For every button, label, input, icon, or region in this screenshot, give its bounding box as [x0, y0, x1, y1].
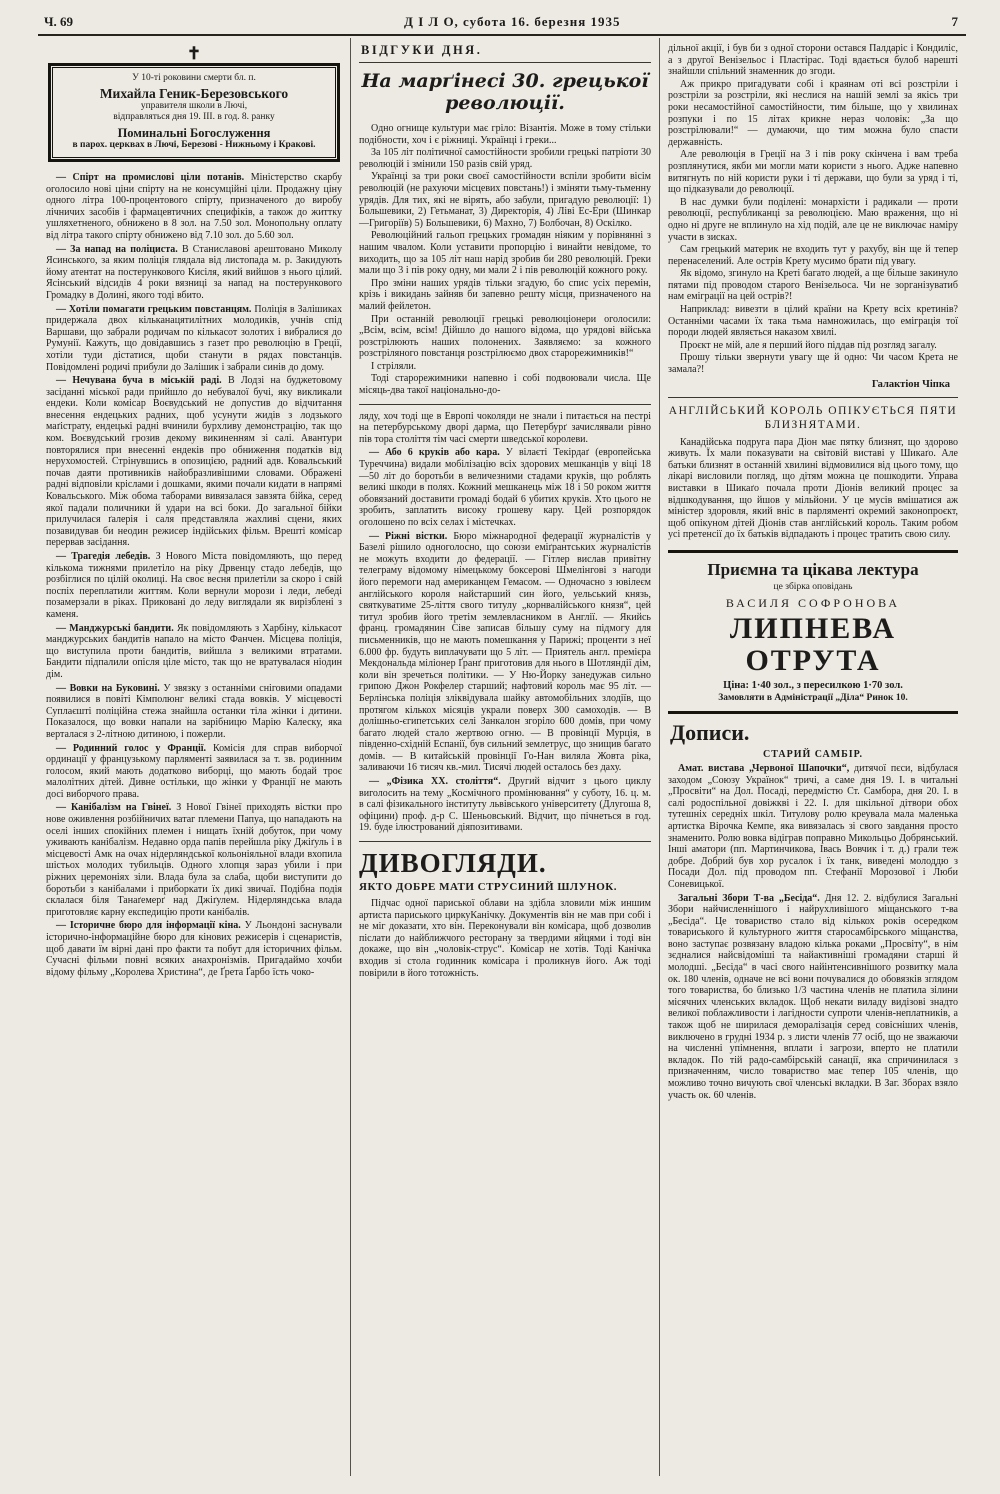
obituary-box	[48, 63, 340, 162]
ad-order-info: Замовляти в Адміністрації „Діла“ Ринок 10.	[718, 692, 908, 703]
news-item-text: У звязку з останніми сніговими опадами появилися в повіті Кімполюнг великі стада вовків. У місцевості Суплаєшті поліційна стежа знайшла останки тіла жінки і дитини. Показалося, що вовки напали на зарібницю Марію Калеску, яка верталася з 2-літною дитиною, і пожерли.	[46, 682, 343, 740]
article-headline-king: АНГЛІЙСЬКИЙ КОРОЛЬ ОПІКУЄТЬСЯ ПЯТИ БЛИЗНЯТАМИ.	[668, 404, 958, 431]
section-header-dyvohliady: ДИВОГЛЯДИ.	[359, 848, 547, 879]
news-item-lead: — Родинний голос у Франції.	[56, 742, 207, 754]
news-item-lead: — Ріжні вістки.	[369, 530, 448, 542]
feuilleton-continuation-paragraph: дільної акції, і був би з одної сторони остався Палдаріс і Кондиліс, а з другої Венізельос і Пластірас. Тоді вдається булоб нарешті знайшли спільний знаменник до згоди.	[668, 43, 958, 78]
dyvohliady-text: Підчас одної париської облави на здібла зловили між иншим артиста париського циркуКанічку. Документів він не мав при собі і не міг доказати, хто він. Переконували він комісара, щоб дозволив післати до найближчого ресторану за твердими яйцями і тоді він докаже, що він „чоловік-струс“. Комісар не хотів. Тоді Канічка входив зі стола годинник комісара і проликнув його. Аж тоді повірили в його тотожність.	[359, 898, 651, 979]
section-header-dopysy: Дописи.	[670, 719, 750, 745]
news-item	[46, 551, 342, 621]
dopysy-item	[668, 893, 958, 1102]
news-item-text: У Льондоні заснували історично-інформаційне бюро для кінових режисерів і сценаристів, щоб давати їм вірні дані про факти та побут для історичних фільм. Сучасні фільми повні всяких анахронізмів. Пригадаймо хочби відому фільму „Королева Христина“, де Ґрета Ґарбо їсть чоко-	[46, 920, 343, 978]
obituary-places: в парох. церквах в Лючі, Березові - Нижньому і Кракові.	[72, 140, 316, 150]
left-column	[38, 38, 350, 1476]
masthead: Д І Л О, субота 16. березня 1935	[404, 14, 621, 29]
news-item	[46, 743, 342, 801]
feuilleton-continuation-paragraph: Прошу тільки звернути увагу ще й одно: Чи часом Крета не замала?!	[668, 352, 958, 376]
section-divider	[359, 404, 651, 405]
news-item-text: Комісія для справ виборчої ординації у французькому парляменті заявилася за т. зв. родинним голосом, який мають додатково виборці, що мають бодай троє малолітних дітей. Дивне остільки, що жінки у Франції не мають досі виборчого права.	[46, 742, 342, 800]
ad-book-title: ЛИПНЕВА ОТРУТА	[729, 611, 897, 677]
dopysy-item-text: Дня 12. 2. відбулися Загальні Збори найчисленнішого і найрухливішого міщанського т-ва „Бесіда“. Це товариство стало від кількох років осередком товариського й культурного життя старосамбірського міщанства, воно заступає розвязану владою кілька роками „Просвіту“, в нім зєдналися найсвідоміші та найактивніші громадяни старші й молодші. „Бесіда“ в часі свого найінтенсивнішого розвитку мала ок. 180 членів, одначе не всі вони почувалися до обовязків зглядом того товариства, бо близько 1/3 частина членів не платила зілини місячних членських вкладок. Щоб некати виладу видізові знадто великої поблажливости і лагідности супроти членів-неплатників, а також щоб не ширилася деморалізація серед совісніших членів, виключено в грудні 1934 р. з листи членів 77 осіб, що не зважаючи на численні упімнення, вплати і загрози, вперто не платили вкладок. По тій радо-самбірській санації, яка спричинилася з призначенням, число товариство має тепер 105 членів, що можливо точно вичують свої членські вкладки. В Заг. Зборах взяло участь ок. 60 членів.	[668, 892, 958, 1101]
news-item-text: Бюро міжнародної федерації журналістів у Базелі рішило одноголосно, що союзи еміґрантських журналістів не можуть входити до федерації. — Гітлер вислав привітну телеграму відомому німецькому боксерові Шмелінгові з нагоди його перемоги над американцем Гемасом. — Одночасно з ювілеєм англійського короля найстарший син його, уельський князь, святкуватиме 25-ліття свого титулу „корнвалійського князя“, цей титул зробив його третім землевласником в Англії. — Якийсь франц. громадянин Сіве записав більшу суму на підмогу для письменників, що не мають помешкання у Парижі; проценти з неї 6.000 фр. будуть виплачувати що 5 літ. — Приятель англ. премієра Мекдональда міліонер Ґранґ приготовив для нього в Шотляндії дім, коли він зречеться політики. — У Ню-Йорку занедужав сильно грипою Джон Рокфелер старший; нафтовий король має 95 літ. — Берлінська поліція зліквідувала шайку автомобільних злодіїв, що протягом кількох місяців украли поверх 300 самоходів. — В долішньо-єгипетських селі Занкалон згоріло 600 домів, при чому багато людей стало жертвою огню. — В провінції Мурція, в південно-східній Еспанії, був сильний землетрус, що знищив багато домів. — В китайській провінції Го-Нан виляла Жовта ріка, заливаючи 16 тисяч кв.-мил. Тисячі людей осталось без даху.	[359, 530, 651, 774]
feuilleton-continuation-paragraph: Сам грецький материк не входить тут у рахубу, він ще й тепер перенаселений. Але острів Крету мусимо брати під увагу.	[668, 244, 958, 267]
news-item-lead: — Манджурські бандити.	[56, 622, 174, 634]
book-advertisement	[668, 550, 958, 714]
feuilleton-headline: На марґінесі 30. грецької революції.	[361, 70, 649, 114]
news-item	[46, 683, 342, 741]
ad-price: Ціна: 1·40 зол., з пересилкою 1·70 зол.	[723, 679, 903, 691]
author-signature: Галактіон Чіпка	[871, 378, 950, 390]
news-item-lead: — Вовки на Буковині.	[56, 682, 160, 694]
obituary-service: Поминальні Богослуження	[117, 126, 271, 140]
news-item	[46, 304, 342, 374]
news-item-lead: — Хотіли помагати грецьким повстанцям.	[56, 303, 252, 315]
news-item-text: Другий відчит з цього циклу виголосить на тему „Космічного промінювання“ у суботу, 16. ц. м. в салі фізикального інституту львівського університету (Длугоша 8, офіцини) проф. д-р С. Шеньовський. Відчит, що пічнеться в год. 19. буде ілюстрований діяпозитивами.	[359, 776, 651, 834]
feuilleton-paragraph: Тоді старорежимники напевно і собі подвоювали числа. Ще місяць-два такої національно-до-	[359, 373, 651, 397]
article-text-king: Канадійська подруга пара Діон має пятку близнят, що здорово живуть. Їх мали показувати на світовій виставі у Шикаґо. Але батьки близнят в останній хвилині відмовилися від цього тому, що лікарі висловили погляд, що дітям можна це пошкодити. Управа виставки в Шикаґо почала проти Діонів великий процес за відшкодування, що йшов у мільйони. У це мусів вмішатися аж міністер здоровля, який вніс в парляменті окремий законопроєкт, щоб опікуном дітей Діонів став англійський король. Таким робом усі претенсії до їх батьків відпадають і процес тратить свою силу.	[668, 436, 958, 541]
news-item-text: В Лодзі на буджетовому засіданні міської ради прийшло до небувалої бучі, яку викликали ендеки. Коли комісар Воєвудський не допустив до відчитання внесення ендецьких радних, щоб усунути жидів з лодзького маґістрату, ендецькі радні вчинили бурхливу демонстрацію, так що ком. Воєвудський грозив декому викиненням зі салі. Авантури повторялися при внесенні ендеків про обниження податків від нерухомостей. Стрінувшись в опозицією, радний адв. Ковальський почав даяти противників найобразливішими словами. Ображені радні відповіли кріслами і дошками, якими почали кидати в напрямі Ковальського. Між обома таборами вивязалася завзята бійка, серед якої падали поличники й удари на всі боки. До загальної бійки прилучилася ґалерія і саля представляла жахливі сцени, яких позавидував би неодин режисер індійських фільм. Врешті комісар перервав засідання.	[46, 375, 343, 549]
obituary-intro: У 10-ті роковини смерти бл. п.	[132, 73, 256, 83]
news-item-lead: — Спірт на промислові ціли потанів.	[56, 172, 245, 183]
section-divider	[668, 397, 958, 398]
news-item-lead: — Нечувана буча в міській раді.	[56, 375, 222, 387]
columns	[38, 38, 966, 1476]
news-item-lead: — „Фізика XX. століття“.	[369, 776, 501, 788]
news-item	[46, 244, 342, 302]
news-item-text: У вілаєті Текірдаґ (европейська Туреччина) видали мобілізацію всіх здорових мешканців у віці 18—50 літ до боротьби в величезними стадами круків, що роблять великі шкоди в полях. Кожний мешканець між 18 і 50 роком життя обовязаний доставити громаді бодай 6 убитих круків. Хто цього не зробить, заплатить високу грошеву кару. Цей розпорядок оголошено по всіх селах і містечках.	[359, 447, 651, 528]
dopysy-location-subhead: СТАРИЙ САМБІР.	[762, 748, 864, 760]
cross-icon: ✝	[186, 44, 202, 63]
feuilleton-continuation-paragraph: Проєкт не мій, але я перший його піддав під розгляд загалу.	[680, 339, 937, 351]
news-item-lead: — Історичне бюро для інформації кіна.	[56, 920, 241, 932]
news-item-text: З Нового Міста повідомляють, що перед кількома тижнями прилетіло на ріку Дрвенцу стадо лебедів, що розбіглися по цілій околиці. На своє весня прилетіли за скоро і свій поспіх переплатили життям. Коли вернули морози і леди, лебеді позамерзали в ріках. Приковані до леду виглядали як вирізблені з каменя.	[46, 551, 342, 620]
news-item	[46, 920, 342, 978]
ad-description: це збірка оповідань	[773, 581, 853, 592]
news-item	[359, 531, 651, 774]
feuilleton-continuation-paragraph: Аж прикро пригадувати собі і краянам оті всі розстріли і розстріли за розстріли, які неслися на нашій землі за якісь три роки несамостійної самостійности, тим більше, що у хвилинах розпуки і по 15 літах крикне нераз чоловік: „За що розстрілювали!“ — думаючи, що тим можна було спасти державність.	[668, 78, 958, 148]
dopysy-item-lead: Загальні Збори Т-ва „Бесіда“.	[678, 892, 820, 904]
feuilleton-paragraph: При останній революції грецькі революціонери оголосили: „Всім, всім, всім! Дійшло до нашого відома, що урядові війська розстрілюють наших полонених. Заявляємо: за кожного розстріляного повстанця розстрілюємо двох старорежимників!“	[359, 313, 651, 360]
news-item-lead: — Канібалізм на Гвінеї.	[56, 802, 172, 814]
news-item	[46, 375, 342, 549]
news-item	[46, 802, 342, 918]
continuation-paragraph: ляду, хоч тоді ще в Европі чоколяди не знали і питається на пестрі на петербурському дворі дарма, що Петербурґ зачислявали рівно пів тора століття тім часі смерти шведської королеви.	[359, 410, 651, 445]
feuilleton-paragraph: Українці за три роки своєї самостійности вспіли зробити вісім революцій (не рахуючи місцевих повстань!) і зміняти тьму-тьменну урядів. Для тих, які не вірять, або забули, пригадую революції: 1) Большевики, 2) Гетьманат, 3) Директорія, 4) Ліві Ес-Ери (Шинкар—Григоріїв) 5) Большевики, 6) Махно, 7) Болбочан, 8) Оскілко.	[359, 171, 651, 229]
header-rule	[38, 34, 966, 36]
obituary-name: Михайла Геник-Березовського	[99, 86, 289, 101]
obituary-role: управителя школи в Лючі,	[140, 101, 248, 111]
page-number: 7	[951, 14, 958, 29]
obituary-notice	[48, 46, 340, 162]
news-item	[359, 776, 651, 834]
dopysy-item-lead: Амат. вистава „Червоної Шапочки“,	[678, 762, 850, 774]
issue-number: Ч. 69	[44, 14, 74, 29]
page-header	[38, 12, 966, 34]
news-item-lead: — Трагедія лебедів.	[56, 551, 151, 562]
news-item-text: З Нової Гвінеї приходять вістки про нове оживлення розбійничих ватаг племени Папуа, що нападають на оселі інших спокійних племен і нищать їхній добуток, при чому уживають канібалізм. Недавно орда папів перейшла ріку Джіґуль і в місцевості Амк на очах нідерляндської кольоніяльної влади вхопила шістьох молодих тубильців. Одного хлопця зараз убили і при ріжних церемоніях зіли. Влада була за слаба, щоби виступити до боротьби з канібалами і приборкати їх дикі звичаї. Подібна подія склалася біля Танаґемерґ над Джіґулем. Нідерляндська влада приготовляє карну експедицію проти канібалів.	[46, 802, 342, 918]
ad-slogan: Приємна та цікава лектура	[707, 559, 919, 579]
right-column	[660, 38, 966, 1476]
middle-column	[350, 38, 660, 1476]
news-item-lead: — Або 6 круків або кара.	[369, 447, 500, 459]
news-item-text: Міністерство скарбу оголосило нові ціни спірту на не консумційні ціли. Продажну ціну одного літра 100-процентового спірту, призначеного до виробу лічничих засобів і фармацевтичних специфіків, а також до життку ушляхетненого, обнижено в 8 зол. на 7.50 зол. Монопольну оплату від літра такого спірту обнижено від 7.10 зол. до 5.60 зол.	[46, 172, 343, 241]
news-item	[359, 447, 651, 528]
feuilleton-paragraph: Про зміни наших урядів тільки згадую, бо спис усіх перемін, крізь і викидань зайняв би запевно решту місця, призначеного на малий фейлетон.	[359, 277, 651, 312]
feuilleton-paragraph: І стріляли.	[371, 360, 417, 372]
feuilleton-continuation-paragraph: Наприклад: вивезти в цілий країни на Крету всіх кретинів? Останніми часами їх така тьма намножилась, що еміграція тої породи людей являється наказом хвилі.	[668, 304, 958, 339]
feuilleton-paragraph: Революційний гальоп грецьких громадян ніяким у порівнянні з нашим чвалом. Коли уставити пропорцію і винайти невідоме, то виходить, що за 105 літ наш нарід зробив би 280 революцій. Греки мали що 3 і пів року одну, ми мали 2 і пів революцій кожного року.	[359, 230, 651, 277]
news-item-lead: — За напад на поліциста.	[56, 243, 178, 255]
section-divider	[359, 841, 651, 842]
news-item	[46, 172, 342, 242]
feuilleton-continuation-paragraph: Як відомо, згинуло на Креті багато людей, а ще більше закинуло пятами під проводом старого Венізельоса. Чи не зорганізуватиб нам еміграції на цей острів?!	[668, 268, 958, 303]
obituary-date: відправляться дня 19. III. в год. 8. ранку	[113, 112, 275, 122]
dopysy-item	[668, 763, 958, 891]
feuilleton-paragraph: За 105 літ політичної самостійности зробили грецькі патріоти 30 революцій і змінили 150 разів свій уряд.	[359, 147, 651, 170]
feuilleton-continuation-paragraph: Але революція в Греції на 3 і пів року скінчена і вам треба розплянутися, якби ми могли мати користи з нього. Адже напевно витягнуть по ній користи руки і ті держави, що були за уряд і ті, що підказували до революції.	[668, 149, 958, 196]
feuilleton-paragraph: Одно огнище культури має гріло: Візантія. Може в тому стільки подібности, хоч і є ріжниці. Українці і греки...	[359, 123, 651, 146]
dopysy-item-text: дитячої пєси, відбулася заходом „Союзу Українок“ тричі, а саме дня 19. І. в читальні „Просвіти“ на Дол. Посаді, передмістю Ст. Самбора, дня 20. І. в салі родоспільної довіжкві і 22. І. для шкільної дітвори обох тутешніх середніх шкіл. Титулову ролю креувала мала маленька артистка Вірочка Кемпе, яка вивязалась зі свого завдання просто знаменито. Ролю вовка відіграв поправно Микольцьо Добрянський. Інші аматори (пп. Мартинчикова, Івась Вовчик і т. д.) грали теж добре. Добрий був хор русалок і їх танк, виведені молоддю з Посади Дол. під проводом пп. Стефанії Морозової і Люби Соневицької.	[668, 762, 959, 890]
section-header-vidhuky-dnia: ВІДГУКИ ДНЯ.	[359, 42, 651, 63]
news-item-text: В Станиславові арештовано Миколу Ясинського, за яким поліція глядала від листопада м. р. Закидують йому атентат на постерункового Кисіля, який вийшов з нього цілий. Ясінський відсидів 4 роки вязниці за напад на постерункового Громадку в Долині, якого тоді вбито.	[46, 243, 342, 301]
news-item	[46, 623, 342, 681]
news-item-text: Як повідомляють з Харбіну, кількасот манджурських бандитів напало на місто Фанчен. Місцева поліція, що виступила проти бандитів, вийшла з великими втратами. Бандити підпалили опісля ціле місто, так що не вратувалася ніодин дім.	[46, 622, 343, 680]
feuilleton-continuation-paragraph: В нас думки були поділені: монархісти і радикали — проти революції, республиканці за революцією. Маю враження, що ні одно ні друге не вплинуло на хід подій, але це не виключає наміру участи в зисках.	[668, 196, 958, 243]
ad-author: ВАСИЛЯ СОФРОНОВА	[725, 595, 901, 610]
dyvohliady-subhead: ЯКТО ДОБРЕ МАТИ СТРУСИНИЙ ШЛУНОК.	[359, 881, 618, 894]
news-item-text: Поліція в Залішиках придержала двох кільканацятилітних молодиків, учнів спід Варшави, що забрали родичам по кількасот золотих і вибралися до Румунії. Кажуть, що довідавшись з газет про революцію в Греції, хотіли туди дістатися, щоби станути в рядах повстанців. Повідомлені родичі прибули до Залішик і забрали синів до дому.	[46, 303, 342, 373]
